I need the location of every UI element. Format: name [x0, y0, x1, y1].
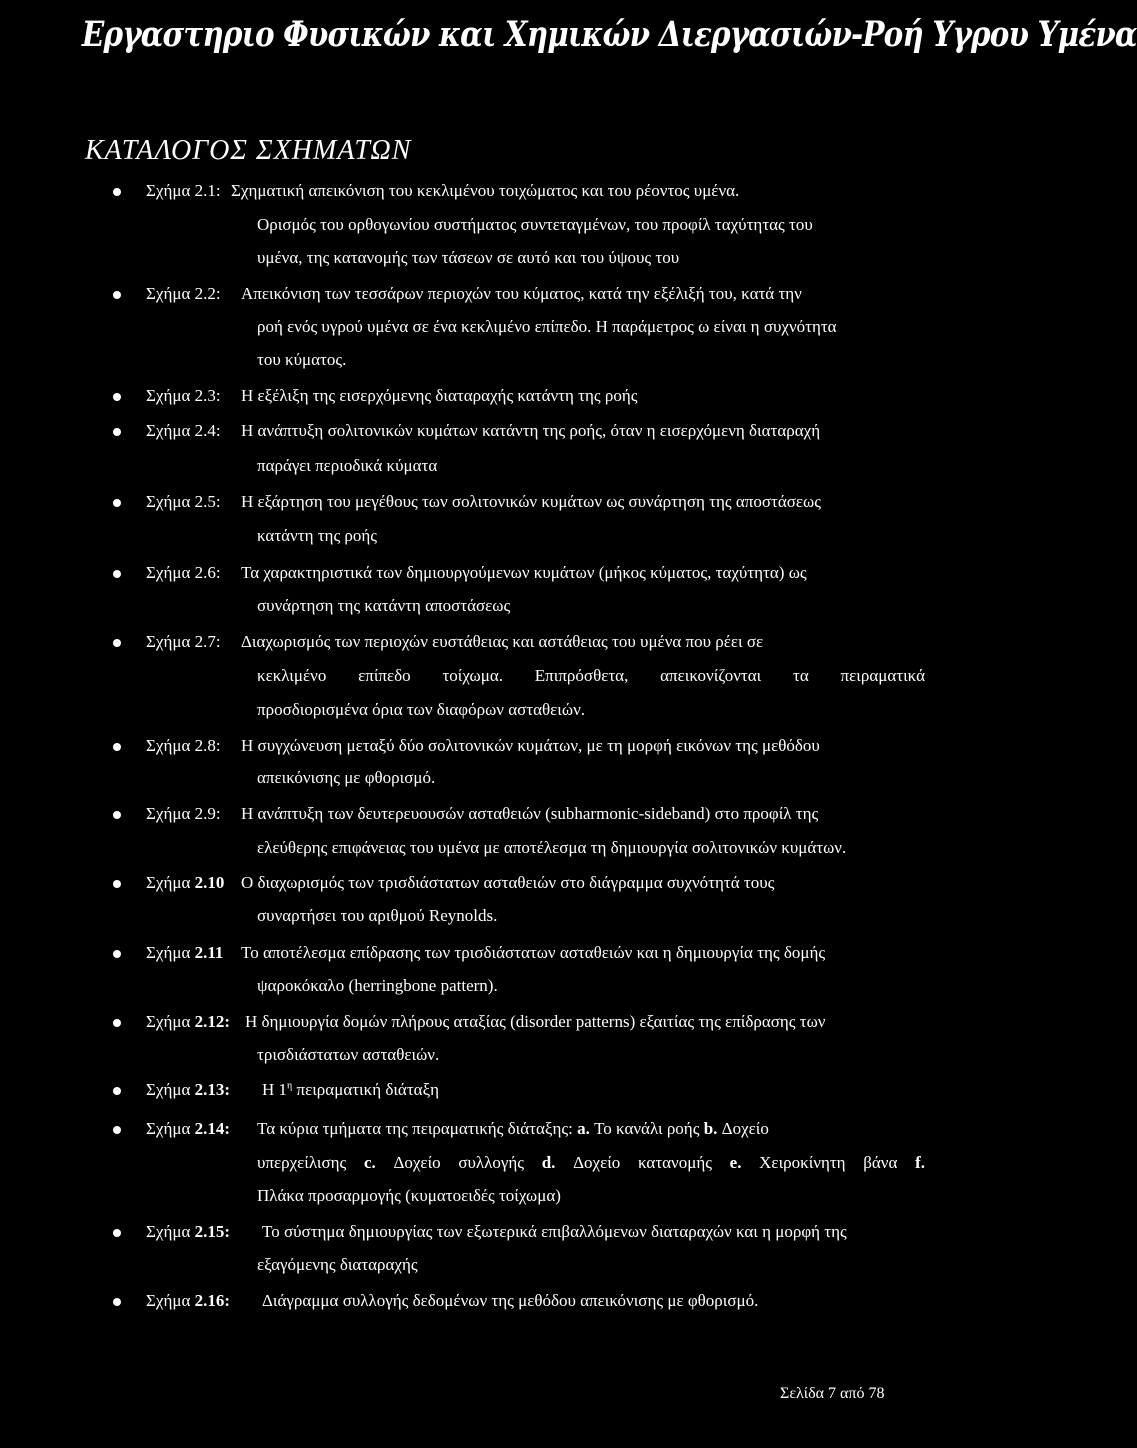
figure-caption-line: κεκλιμένο επίπεδο τοίχωμα. Επιπρόσθετα, απεικονίζονται τα πειραματικά — [257, 666, 925, 685]
figure-caption-line: ψαροκόκαλο (herringbone pattern). — [257, 976, 498, 995]
figure-label: Σχήμα 2.11 — [146, 943, 224, 962]
figure-caption-line: Τα κύρια τμήματα της πειραματικής διάταξης: a. Το κανάλι ροής b. Δοχείο — [257, 1119, 769, 1138]
figure-label: Σχήμα 2.13: — [146, 1080, 231, 1099]
figure-caption-line: του κύματος. — [257, 350, 347, 369]
figure-caption-line: Σχηματική απεικόνιση του κεκλιμένου τοιχώματος και του ρέοντος υμένα. — [231, 181, 740, 200]
bullet-icon — [113, 950, 121, 958]
figure-label: Σχήμα 2.7: — [146, 632, 221, 651]
bullet-icon — [113, 1298, 121, 1306]
bullet-icon — [113, 639, 121, 647]
figure-label: Σχήμα 2.8: — [146, 736, 221, 755]
bullet-icon — [113, 291, 121, 299]
bullet-icon — [113, 570, 121, 578]
figure-label: Σχήμα 2.15: — [146, 1222, 231, 1241]
figure-label: Σχήμα 2.6: — [146, 563, 221, 582]
figure-caption-line: προσδιορισμένα όρια των διαφόρων ασταθειών. — [257, 700, 586, 719]
page-number: Σελίδα 7 από 78 — [780, 1385, 885, 1402]
figure-caption-line: Η συγχώνευση μεταξύ δύο σολιτονικών κυμάτων, με τη μορφή εικόνων της μεθόδου — [241, 736, 820, 755]
figure-caption-line: ροή ενός υγρού υμένα σε ένα κεκλιμένο επίπεδο. Η παράμετρος ω είναι η συχνότητα — [257, 317, 837, 336]
figure-caption-line: κατάντη της ροής — [257, 526, 378, 545]
bullet-icon — [113, 1087, 121, 1095]
figure-label: Σχήμα 2.3: — [146, 386, 221, 405]
bullet-icon — [113, 743, 121, 751]
figure-caption-line: Το σύστημα δημιουργίας των εξωτερικά επιβαλλόμενων διαταραχών και η μορφή της — [262, 1222, 847, 1241]
figure-caption-line: παράγει περιοδικά κύματα — [257, 456, 438, 475]
figure-caption-line: Πλάκα προσαρμογής (κυματοειδές τοίχωμα) — [257, 1186, 561, 1205]
figure-caption-line: υμένα, της κατανομής των τάσεων σε αυτό και του ύψους του — [257, 248, 680, 267]
figure-caption-line: απεικόνισης με φθορισμό. — [257, 768, 436, 787]
bullet-icon — [113, 428, 121, 436]
figure-caption-line: συνάρτηση της κατάντη αποστάσεως — [257, 596, 511, 615]
figure-label: Σχήμα 2.4: — [146, 421, 221, 440]
bullet-icon — [113, 1229, 121, 1237]
figure-caption-line: Απεικόνιση των τεσσάρων περιοχών του κύματος, κατά την εξέλιξή του, κατά την — [241, 284, 802, 303]
figure-caption-line: εξαγόμενης διαταραχής — [257, 1255, 418, 1274]
bullet-icon — [113, 188, 121, 196]
figure-caption-line: Η εξέλιξη της εισερχόμενης διαταραχής κατάντη της ροής — [241, 386, 638, 405]
figure-caption-line: Ορισμός του ορθογωνίου συστήματος συντεταγμένων, του προφίλ ταχύτητας του — [257, 215, 813, 234]
figure-label: Σχήμα 2.12: — [146, 1012, 231, 1031]
figure-label: Σχήμα 2.5: — [146, 492, 221, 511]
figure-label: Σχήμα 2.10 — [146, 873, 225, 892]
bullet-icon — [113, 499, 121, 507]
page-header-title: Εργαστηριο Φυσικών και Χημικών Διεργασιών-Ροή Υγρου Υμένα — [81, 14, 1137, 55]
bullet-icon — [113, 1019, 121, 1027]
figure-caption-line: τρισδιάστατων ασταθειών. — [257, 1045, 440, 1064]
figure-caption-line: υπερχείλισης c. Δοχείο συλλογής d. Δοχείο κατανομής e. Χειροκίνητη βάνα f. — [257, 1153, 926, 1172]
bullet-icon — [113, 393, 121, 401]
figure-caption-line: συναρτήσει του αριθμού Reynolds. — [257, 906, 498, 925]
bullet-icon — [113, 811, 121, 819]
figure-label: Σχήμα 2.1: — [146, 181, 221, 200]
figure-caption-line: Το αποτέλεσμα επίδρασης των τρισδιάστατων ασταθειών και η δημιουργία της δομής — [241, 943, 826, 962]
figure-caption-line: Η εξάρτηση του μεγέθους των σολιτονικών κυμάτων ως συνάρτηση της αποστάσεως — [241, 492, 821, 511]
figure-caption-line: Διαχωρισμός των περιοχών ευστάθειας και αστάθειας του υμένα που ρέει σε — [241, 632, 764, 651]
figure-caption-line: Η ανάπτυξη των δευτερευουσών ασταθειών (subharmonic-sideband) στο προφίλ της — [241, 804, 819, 823]
figure-caption-line: Η δημιουργία δομών πλήρους αταξίας (disorder patterns) εξαιτίας της επίδρασης των — [245, 1012, 826, 1031]
figure-caption-line: Ο διαχωρισμός των τρισδιάστατων ασταθειών στο διάγραμμα συχνότητά τους — [241, 873, 775, 892]
figure-caption-line: ελεύθερης επιφάνειας του υμένα με αποτέλεσμα τη δημιουργία σολιτονικών κυμάτων. — [257, 838, 847, 857]
figure-caption-line: Η $1^\eta$ πειραματική διάταξη — [262, 1080, 440, 1099]
figure-label: Σχήμα 2.16: — [146, 1291, 231, 1310]
figure-label: Σχήμα 2.2: — [146, 284, 221, 303]
figure-label: Σχήμα 2.14: — [146, 1119, 231, 1138]
figure-label: Σχήμα 2.9: — [146, 804, 221, 823]
figure-caption-line: Η ανάπτυξη σολιτονικών κυμάτων κατάντη της ροής, όταν η εισερχόμενη διαταραχή — [241, 421, 821, 440]
figure-caption-line: Τα χαρακτηριστικά των δημιουργούμενων κυμάτων (μήκος κύματος, ταχύτητα) ως — [241, 563, 807, 582]
bullet-icon — [113, 1126, 121, 1134]
bullet-icon — [113, 880, 121, 888]
figure-caption-line: Διάγραμμα συλλογής δεδομένων της μεθόδου απεικόνισης με φθορισμό. — [262, 1291, 759, 1310]
section-title: ΚΑΤΑΛΟΓΟΣ ΣΧΗΜΑΤΩΝ — [85, 135, 412, 166]
